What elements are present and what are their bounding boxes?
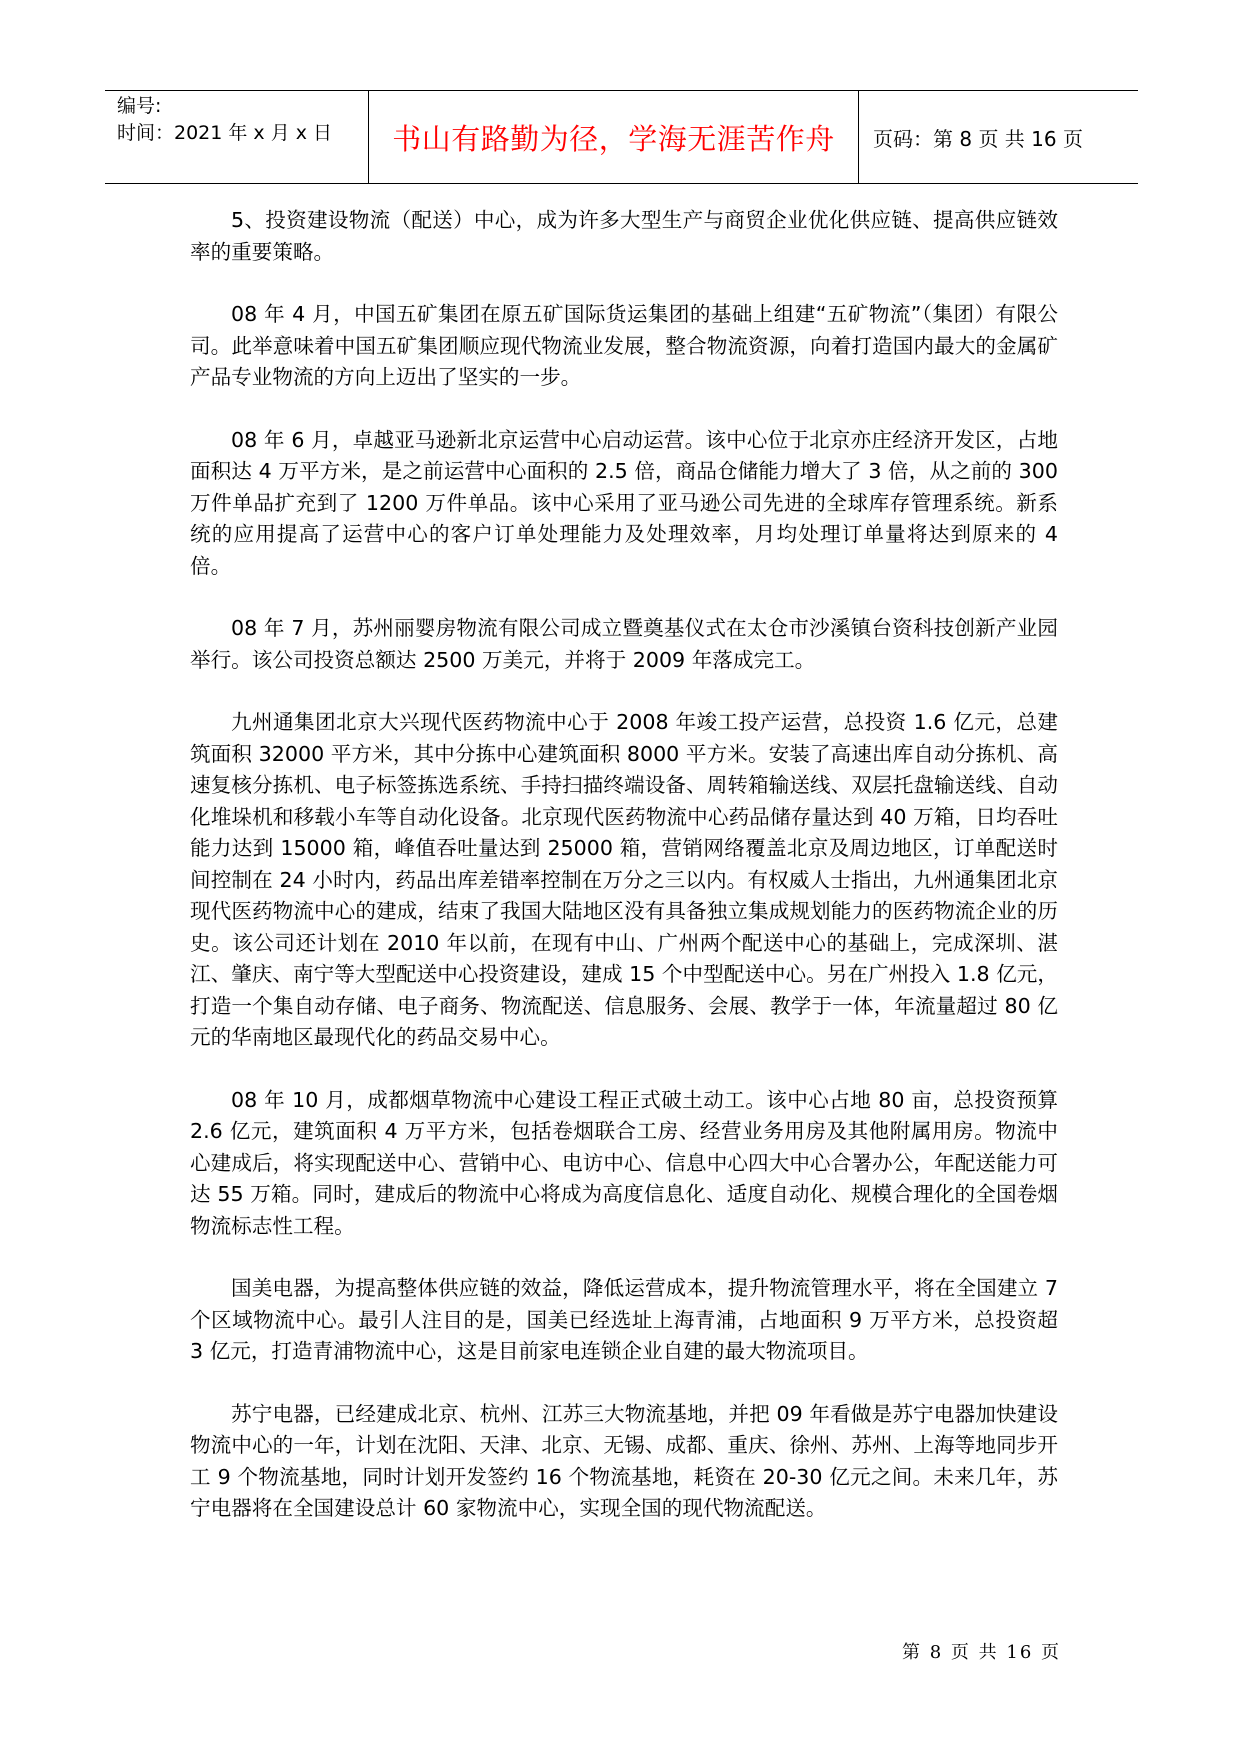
page-header	[105, 90, 1138, 184]
paragraph-1: 5、投资建设物流（配送）中心，成为许多大型生产与商贸企业优化供应链、提高供应链效率的重要策略。	[190, 208, 1058, 264]
paragraph-4: 08 年 7 月，苏州丽婴房物流有限公司成立暨奠基仪式在太仓市沙溪镇台资科技创新产业园举行。该公司投资总额达 2500 万美元，并将于 2009 年落成完工。	[190, 616, 1058, 672]
header-page-number: 页码：第 8 页 共 16 页	[873, 126, 1083, 151]
document-date: 时间：2021 年 x 月 x 日	[117, 122, 333, 144]
paragraph-6: 08 年 10 月，成都烟草物流中心建设工程正式破土动工。该中心占地 80 亩，总投资预算 2.6 亿元，建筑面积 4 万平方米，包括卷烟联合工房、经营业务用房及其他附属用房。物流中心建成后，将实现配送中心、营销中心、电访中心、信息中心四大中心合署办公，年配送能力可达 55 万箱。同时，建成后的物流中心将成为高度信息化、适度自动化、规模合理化的全国卷烟物流标志性工程。	[190, 1087, 1058, 1238]
paragraph-7: 国美电器，为提高整体供应链的效益，降低运营成本，提升物流管理水平，将在全国建立 7 个区域物流中心。最引人注目的是，国美已经选址上海青浦，占地面积 9 万平方米，总投资超 3 亿元，打造青浦物流中心，这是目前家电连锁企业自建的最大物流项目。	[190, 1276, 1058, 1363]
document-number-label: 编号:	[117, 95, 162, 117]
paragraph-8: 苏宁电器，已经建成北京、杭州、江苏三大物流基地，并把 09 年看做是苏宁电器加快建设物流中心的一年，计划在沈阳、天津、北京、无锡、成都、重庆、徐州、苏州、上海等地同步开工 9 个物流基地，同时计划开发签约 16 个物流基地，耗资在 20-30 亿元之间。未来几年，苏宁电器将在全国建设总计 60 家物流中心，实现全国的现代物流配送。	[190, 1401, 1058, 1520]
header-meta	[105, 91, 369, 183]
document-body	[190, 205, 1058, 1556]
header-motto: 书山有路勤为径，学海无涯苦作舟	[369, 91, 859, 183]
paragraph-5: 九州通集团北京大兴现代医药物流中心于 2008 年竣工投产运营，总投资 1.6 亿元，总建筑面积 32000 平方米，其中分拣中心建筑面积 8000 平方米。安装了高速出库自动分拣机、高速复核分拣机、电子标签拣选系统、手持扫描终端设备、周转箱输送线、双层托盘输送线、自动化堆垛机和移载小车等自动化设备。北京现代医药物流中心药品储存量达到 40 万箱，日均吞吐能力达到 15000 箱，峰值吞吐量达到 25000 箱，营销网络覆盖北京及周边地区，订单配送时间控制在 24 小时内，药品出库差错率控制在万分之三以内。有权威人士指出，九州通集团北京现代医药物流中心的建成，结束了我国大陆地区没有具备独立集成规划能力的医药物流企业的历史。该公司还计划在 2010 年以前，在现有中山、广州两个配送中心的基础上，完成深圳、湛江、肇庆、南宁等大型配送中心投资建设，建成 15 个中型配送中心。另在广州投入 1.8 亿元，打造一个集自动存储、电子商务、物流配送、信息服务、会展、教学于一体，年流量超过 80 亿元的华南地区最现代化的药品交易中心。	[190, 710, 1058, 1049]
paragraph-2: 08 年 4 月，中国五矿集团在原五矿国际货运集团的基础上组建“五矿物流”（集团）有限公司。此举意味着中国五矿集团顺应现代物流业发展，整合物流资源，向着打造国内最大的金属矿产品专业物流的方向上迈出了坚实的一步。	[190, 302, 1058, 389]
paragraph-3: 08 年 6 月，卓越亚马逊新北京运营中心启动运营。该中心位于北京亦庄经济开发区，占地面积达 4 万平方米，是之前运营中心面积的 2.5 倍，商品仓储能力增大了 3 倍，从之前的 300 万件单品扩充到了 1200 万件单品。该中心采用了亚马逊公司先进的全球库存管理系统。新系统的应用提高了运营中心的客户订单处理能力及处理效率，月均处理订单量将达到原来的 4 倍。	[190, 427, 1058, 578]
page-footer: 第 8 页 共 16 页	[902, 1642, 1061, 1663]
